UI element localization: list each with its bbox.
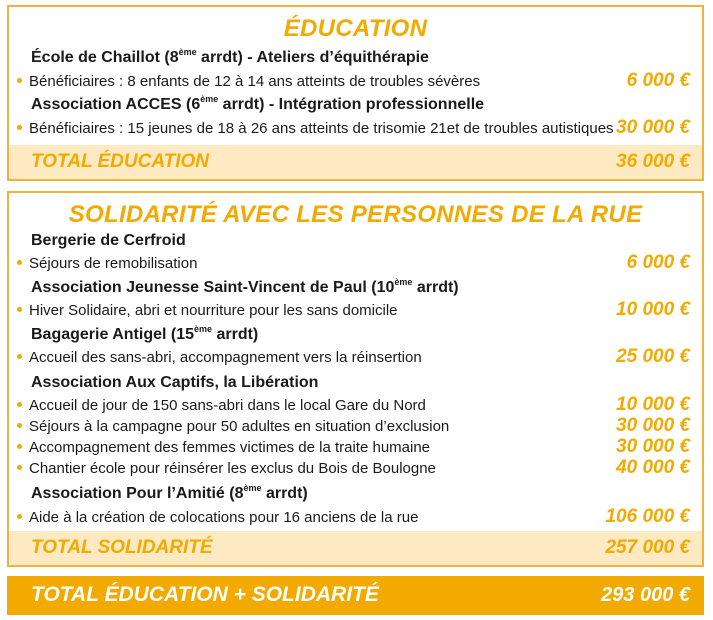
bullet-icon <box>17 444 22 449</box>
amount: 30 000 € <box>616 415 690 436</box>
list-item: Aide à la création de colocations pour 16 anciens de la rue 106 000 € <box>17 508 690 529</box>
list-item: Accueil des sans-abri, accompagnement vers la réinsertion 25 000 € <box>17 348 690 369</box>
bullet-icon <box>17 354 22 359</box>
grand-total-label: TOTAL ÉDUCATION + SOLIDARITÉ <box>31 583 379 606</box>
amount: 106 000 € <box>605 506 690 527</box>
education-section <box>7 5 704 181</box>
education-total-bar <box>9 145 702 179</box>
org-jeunesse-saint-vincent: Association Jeunesse Saint-Vincent de Paul (10ème arrdt) <box>31 276 459 296</box>
bullet-icon <box>17 402 22 407</box>
amount: 40 000 € <box>616 457 690 478</box>
list-item: Bénéficiaires : 8 enfants de 12 à 14 ans atteints de troubles sévères 6 000 € <box>17 72 690 93</box>
list-item: Hiver Solidaire, abri et nourriture pour les sans domicile 10 000 € <box>17 301 690 322</box>
bullet-icon <box>17 307 22 312</box>
education-total-value: 36 000 € <box>616 151 690 172</box>
org-ecole-chaillot: École de Chaillot (8ème arrdt) - Ateliers d’équithérapie <box>31 46 429 66</box>
solidarite-section <box>7 191 704 567</box>
list-item: Chantier école pour réinsérer les exclus du Bois de Boulogne 40 000 € <box>17 459 690 480</box>
amount: 30 000 € <box>616 436 690 457</box>
list-item: Accueil de jour de 150 sans-abri dans le local Gare du Nord 10 000 € <box>17 396 690 417</box>
list-item: Accompagnement des femmes victimes de la traite humaine 30 000 € <box>17 438 690 459</box>
bullet-icon <box>17 78 22 83</box>
bullet-icon <box>17 514 22 519</box>
solidarite-total-value: 257 000 € <box>605 537 690 558</box>
org-aux-captifs: Association Aux Captifs, la Libération <box>31 374 319 391</box>
list-item: Séjours de remobilisation 6 000 € <box>17 254 690 275</box>
list-item: Séjours à la campagne pour 50 adultes en situation d’exclusion 30 000 € <box>17 417 690 438</box>
org-bagagerie-antigel: Bagagerie Antigel (15ème arrdt) <box>31 323 259 343</box>
org-acces: Association ACCES (6ème arrdt) - Intégration professionnelle <box>31 93 485 113</box>
bullet-icon <box>17 423 22 428</box>
org-pour-amitie: Association Pour l’Amitié (8ème arrdt) <box>31 482 308 502</box>
bullet-icon <box>17 465 22 470</box>
amount: 10 000 € <box>616 299 690 320</box>
grand-total-value: 293 000 € <box>601 584 690 606</box>
amount: 25 000 € <box>616 346 690 367</box>
solidarite-total-bar <box>9 531 702 565</box>
bullet-icon <box>17 125 22 130</box>
org-bergerie-cerfroid: Bergerie de Cerfroid <box>31 232 186 249</box>
education-title: ÉDUCATION <box>283 15 428 42</box>
education-total-label: TOTAL ÉDUCATION <box>31 151 210 172</box>
list-item: Bénéficiaires : 15 jeunes de 18 à 26 ans atteints de trisomie 21et de troubles autistiques 30 000 € <box>17 119 690 140</box>
bullet-icon <box>17 260 22 265</box>
amount: 30 000 € <box>616 117 690 138</box>
amount: 10 000 € <box>616 394 690 415</box>
grand-total-bar <box>7 576 704 615</box>
amount: 6 000 € <box>626 70 690 91</box>
solidarite-title: SOLIDARITÉ AVEC LES PERSONNES DE LA RUE <box>68 201 643 228</box>
amount: 6 000 € <box>626 252 690 273</box>
solidarite-total-label: TOTAL SOLIDARITÉ <box>31 537 213 558</box>
